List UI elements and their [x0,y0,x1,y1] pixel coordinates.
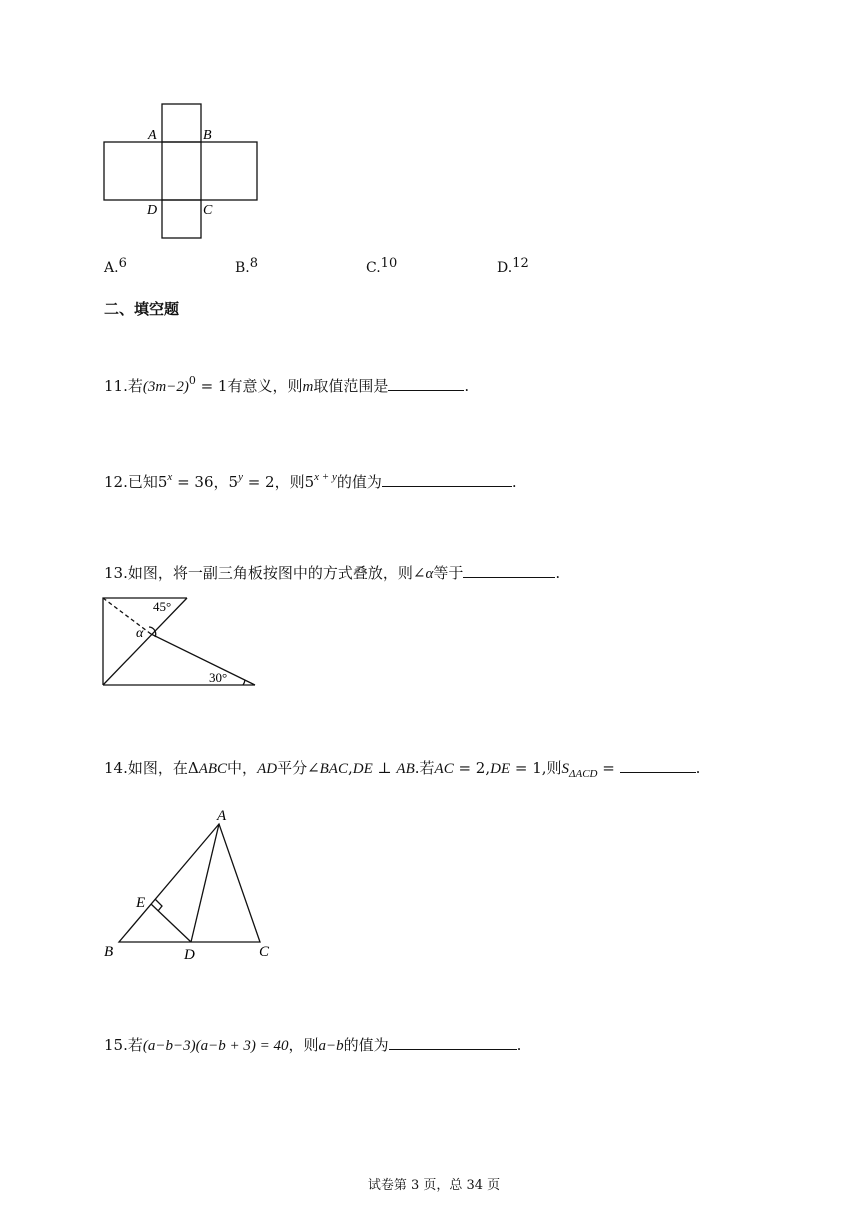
net-label-a: A [148,128,157,143]
q14-mid4: .若 [414,759,435,777]
q15-post: 的值为 [343,1036,389,1054]
fig13-label-45: 45° [153,599,172,614]
q14-mid3: , [347,759,353,777]
q11-post: 取值范围是 [313,377,389,395]
q12-number: 12. [104,473,128,491]
q12-rest-2: = 2，则 [242,473,305,491]
option-c-value: 10 [380,256,398,271]
q13-end: . [555,564,561,582]
q15-pre: 若 [127,1036,143,1054]
q15-mid: ，则 [288,1036,319,1054]
option-b-value: 8 [249,256,259,271]
q11-expr-eq: = 1 [195,377,228,395]
fig14-label-c: C [259,944,270,960]
page-footer: 试卷第 3 页，总 34 页 [367,1178,501,1193]
fig14-label-a: A [217,808,227,824]
q13-post: 等于 [433,564,464,582]
option-d-value: 12 [512,256,529,271]
question-11 [104,374,469,396]
q12-exp-1: x [167,471,173,483]
q14-mid1: 中， [227,759,258,777]
q14-eq: = [597,759,615,777]
q11-expr-exp: 0 [188,374,196,387]
q12-base-3: 5 [304,473,315,491]
q14-end: . [695,759,701,777]
q14-ab: AB [396,761,415,777]
q11-answer-blank[interactable] [388,376,464,391]
q11-number: 11. [104,377,128,395]
q15-number: 15. [104,1036,128,1054]
q12-exp-2: y [238,471,243,483]
q14-pre: 如图，在Δ [127,759,199,777]
option-d [497,256,529,276]
option-c-letter: C. [366,260,381,276]
fig14-label-d: D [184,947,195,963]
cube-net-figure [90,95,280,250]
q14-perp: ⊥ [372,759,397,777]
q11-expr-base: (3m−2) [142,379,189,395]
option-a [104,256,127,276]
triangle-boards-figure [95,590,265,695]
q15-end: . [516,1036,522,1054]
q14-ac: AC [434,761,454,777]
fig13-label-alpha: α [136,626,144,641]
net-square-top [162,104,201,142]
q14-s: S [561,761,570,777]
option-d-letter: D. [497,260,513,276]
question-13 [104,562,560,583]
option-b-letter: B. [235,260,250,276]
q12-post: 的值为 [336,473,382,491]
net-square-bottom [162,200,201,238]
q14-s-sub: ΔACD [569,768,598,780]
q12-base-1: 5 [157,473,168,491]
q14-de: DE [352,761,373,777]
option-a-letter: A. [104,260,119,276]
q14-bac: BAC [319,761,348,777]
question-15 [104,1034,521,1055]
q12-end: . [511,473,517,491]
net-rect-middle [104,142,257,200]
q14-ad: AD [257,761,278,777]
q14-number: 14. [104,759,128,777]
triangle-abc-figure [95,800,295,970]
q14-answer-blank[interactable] [620,758,696,773]
net-label-b: B [203,128,212,143]
fig14-label-b: B [104,944,114,960]
q13-var: α [425,566,434,582]
question-14 [104,757,700,780]
q11-end: . [464,377,470,395]
option-c [366,256,397,276]
option-b [235,256,258,276]
q12-base-2: 5 [228,473,239,491]
q13-text: 如图，将一副三角板按图中的方式叠放，则∠ [127,564,426,582]
q14-abc: ABC [198,761,228,777]
q15-answer-blank[interactable] [389,1035,517,1050]
q13-number: 13. [104,564,128,582]
q15-var: a−b [318,1038,344,1054]
q11-var: m [302,379,314,395]
section-heading: 二、填空题 [104,300,180,318]
q12-pre: 已知 [127,473,158,491]
q12-answer-blank[interactable] [382,472,512,487]
q15-expr: (a−b−3)(a−b + 3) = 40 [142,1038,289,1054]
q12-rest-1: = 36， [172,473,229,491]
q11-mid: 有意义，则 [227,377,303,395]
q14-mid2: 平分∠ [277,759,320,777]
q13-answer-blank[interactable] [463,563,555,578]
q12-exp-3: x + y [314,471,337,483]
q14-v1: = 2, [453,759,491,777]
net-label-d: D [147,203,158,218]
question-12 [104,471,517,492]
q11-pre: 若 [127,377,143,395]
option-a-value: 6 [118,256,127,271]
net-label-c: C [203,203,213,218]
fig13-label-30: 30° [209,670,228,685]
fig14-label-e: E [136,895,146,911]
q14-v2: = 1,则 [510,759,562,777]
q14-de2: DE [490,761,511,777]
